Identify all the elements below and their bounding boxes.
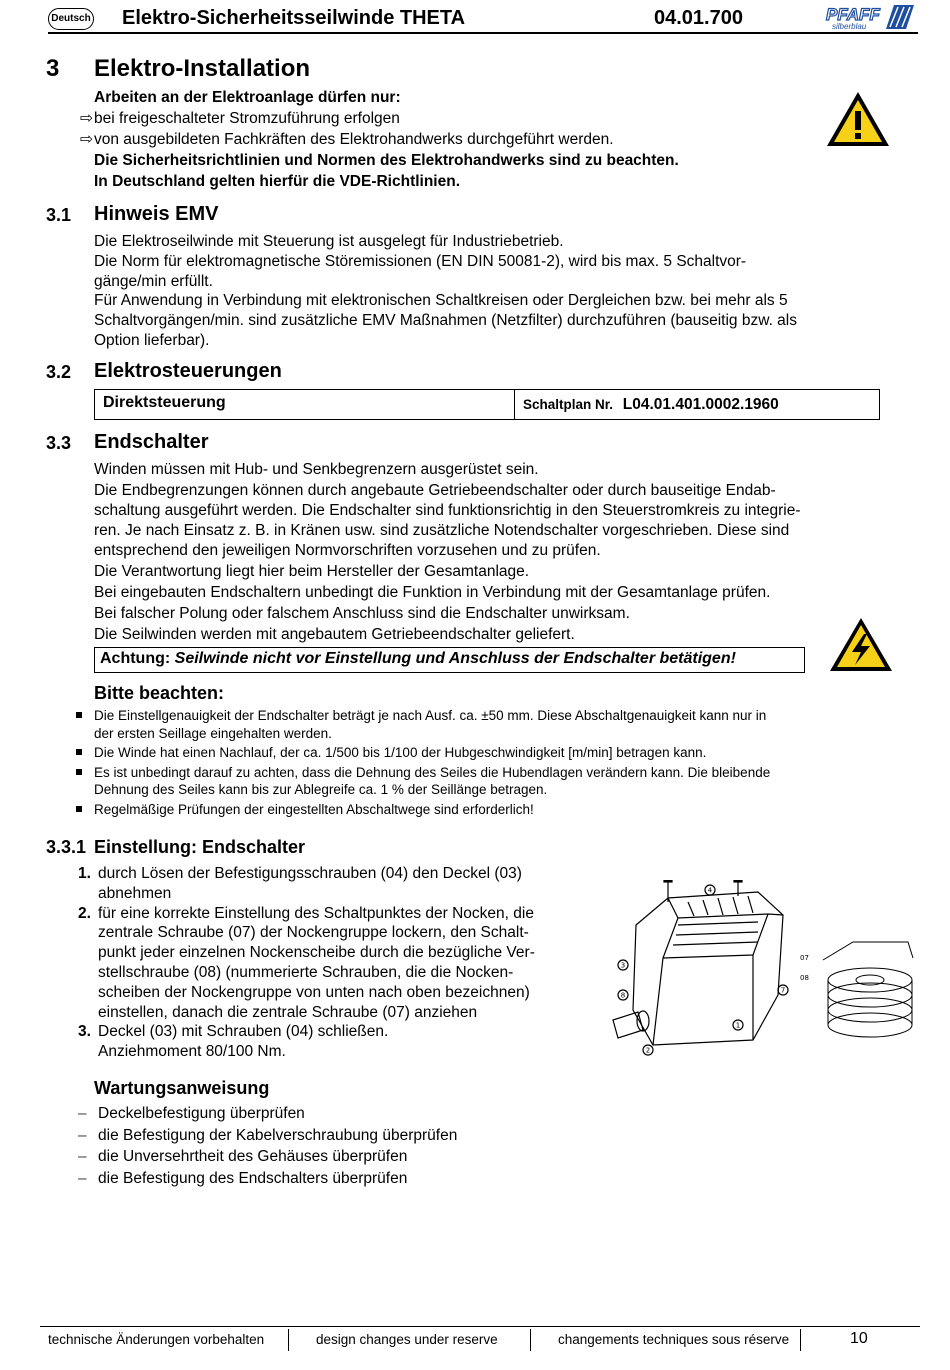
table-cell: Direktsteuerung	[95, 390, 515, 419]
logo-subtext: silberblau	[832, 22, 867, 31]
footer-en: design changes under reserve	[316, 1332, 498, 1347]
step-item: 3. Deckel (03) mit Schrauben (04) schließen. Anziehmoment 80/100 Nm.	[78, 1023, 389, 1061]
warning-triangle-icon	[824, 89, 892, 149]
diagram-label: 1	[735, 1021, 741, 1030]
control-table	[94, 389, 880, 420]
paragraph: Option lieferbar).	[94, 332, 210, 349]
list-item: – die Befestigung des Endschalters überprüfen	[78, 1168, 457, 1190]
section-number: 3.3	[46, 433, 72, 453]
safety-note: Die Sicherheitsrichtlinien und Normen des Elektrohandwerks sind zu beachten.	[94, 152, 679, 169]
caution-label: Achtung:	[100, 650, 171, 667]
list-item: Regelmäßige Prüfungen der eingestellten Abschaltwege sind erforderlich!	[74, 801, 874, 819]
paragraph: Die Norm für elektromagnetische Störemissionen (EN DIN 50081-2), wird bis max. 5 Schaltvor-	[94, 253, 747, 270]
section-number: 3	[46, 55, 60, 82]
footer-fr: changements techniques sous réserve	[558, 1332, 790, 1347]
list-item: ⇨von ausgebildeten Fachkräften des Elektrohandwerks durchgeführt werden.	[80, 130, 614, 151]
diagram-label: 8	[620, 991, 626, 1000]
section-title: Elektrosteuerungen	[94, 360, 282, 382]
maintenance-heading: Wartungsanweisung	[94, 1078, 270, 1098]
hollow-arrow-icon: ⇨	[80, 131, 93, 148]
pfaff-logo-icon	[824, 4, 916, 31]
diagram-label: 3	[620, 961, 626, 970]
hollow-arrow-icon: ⇨	[80, 110, 93, 127]
paragraph: schaltung ausgeführt werden. Die Endschalter sind funktionsrichtig in den Steuerstromkreis zu integrie-	[94, 502, 801, 519]
section-title: Einstellung: Endschalter	[94, 837, 306, 857]
paragraph: entsprechend den jeweiligen Normvorschriften vorzusehen und zu prüfen.	[94, 542, 601, 559]
paragraph: Die Elektroseilwinde mit Steuerung ist ausgelegt für Industriebetrieb.	[94, 233, 564, 250]
list-item: Die Einstellgenauigkeit der Endschalter beträgt je nach Ausf. ca. ±50 mm. Diese Abschaltgenauigkeit kann nur in der ersten Seillage eingehalten werden.	[74, 707, 874, 742]
paragraph: ren. Je nach Einsatz z. B. in Kränen usw. sind zusätzliche Notendschalter vorgeschrieben. Diese sind	[94, 522, 790, 539]
diagram-label: 2	[645, 1046, 651, 1055]
document-number: 04.01.700	[654, 7, 743, 29]
caution-box	[94, 647, 805, 673]
section-number: 3.1	[46, 205, 72, 225]
list-item: ⇨bei freigeschalteter Stromzuführung erfolgen	[80, 109, 400, 130]
list-item: – die Befestigung der Kabelverschraubung überprüfen	[78, 1125, 457, 1147]
adjustment-steps	[78, 864, 598, 1062]
table-cell	[515, 390, 879, 419]
schematic-number: L04.01.401.0002.1960	[622, 396, 779, 413]
diagram-label: 08	[800, 974, 809, 982]
list-item: Die Winde hat einen Nachlauf, der ca. 1/500 bis 1/100 der Hubgeschwindigkeit [m/min] betragen kann.	[74, 744, 874, 762]
diagram-label: 07	[800, 954, 809, 962]
section-title: Endschalter	[94, 431, 209, 453]
note-list	[74, 707, 874, 818]
list-item: Es ist unbedingt darauf zu achten, dass die Dehnung des Seiles die Hubendlagen verändern kann. Die bleibende Dehnung des Seiles kann bis zur Ablegreife ca. 1 % der Seillänge betragen.	[74, 764, 874, 799]
section-title: Elektro-Installation	[94, 55, 311, 82]
step-item: 1. durch Lösen der Befestigungsschrauben (04) den Deckel (03) abnehmen	[78, 865, 522, 902]
step-item: 2. für eine korrekte Einstellung des Schaltpunktes der Nocken, die zentrale Schraube (07) der Nockengruppe lockern, den Schalt- punkt jeder einzelnen Nockenscheibe durch die bezügliche Ver- stellschraube (08) (nummerierte Schrauben, die die Nocken- scheiben der Nockengruppe von unten nach oben bezeichnen) einstellen, danach die zentrale Schraube (07) anziehen	[78, 904, 535, 1021]
list-item: – Deckelbefestigung überprüfen	[78, 1103, 457, 1125]
document-title: Elektro-Sicherheitsseilwinde THETA	[122, 7, 466, 29]
logo-text: PFAFF	[826, 5, 880, 24]
language-badge: Deutsch	[48, 8, 94, 30]
section-3-intro: Arbeiten an der Elektroanlage dürfen nur:	[94, 89, 401, 106]
paragraph: Schaltvorgängen/min. sind zusätzliche EMV Maßnahmen (Netzfilter) durchzuführen (bauseitig bzw. als	[94, 312, 797, 329]
vde-note: In Deutschland gelten hierfür die VDE-Richtlinien.	[94, 173, 461, 190]
paragraph: Für Anwendung in Verbindung mit elektronischen Schaltkreisen oder Dergleichen bzw. bei mehr als 5	[94, 292, 788, 309]
section-title: Hinweis EMV	[94, 203, 219, 225]
paragraph: gänge/min erfüllt.	[94, 273, 213, 290]
schematic-label: Schaltplan Nr.	[523, 397, 614, 412]
paragraph: Die Seilwinden werden mit angebautem Getriebeendschalter geliefert.	[94, 626, 575, 643]
paragraph: Winden müssen mit Hub- und Senkbegrenzern ausgerüstet sein.	[94, 461, 539, 478]
high-voltage-icon	[828, 616, 894, 674]
paragraph: Die Endbegrenzungen können durch angebaute Getriebeendschalter oder durch bauseitige Endab-	[94, 482, 776, 499]
paragraph: Bei falscher Polung oder falschem Anschluss sind die Endschalter unwirksam.	[94, 605, 630, 622]
page-number: 10	[850, 1330, 868, 1347]
section-number: 3.2	[46, 362, 72, 382]
caution-text: Seilwinde nicht vor Einstellung und Anschluss der Endschalter betätigen!	[174, 650, 736, 667]
limit-switch-diagram	[608, 880, 918, 1065]
diagram-label: 7	[780, 986, 786, 995]
diagram-label: 4	[707, 886, 713, 895]
paragraph: Die Verantwortung liegt hier beim Hersteller der Gesamtanlage.	[94, 563, 530, 580]
note-heading: Bitte beachten:	[94, 683, 225, 703]
page-footer	[40, 1326, 920, 1352]
section-number: 3.3.1	[46, 837, 87, 857]
list-item: – die Unversehrtheit des Gehäuses überprüfen	[78, 1146, 457, 1168]
maintenance-list	[78, 1103, 457, 1189]
page-header	[48, 4, 918, 34]
footer-de: technische Änderungen vorbehalten	[48, 1332, 265, 1347]
paragraph: Bei eingebauten Endschaltern unbedingt die Funktion in Verbindung mit der Gesamtanlage prüfen.	[94, 584, 771, 601]
